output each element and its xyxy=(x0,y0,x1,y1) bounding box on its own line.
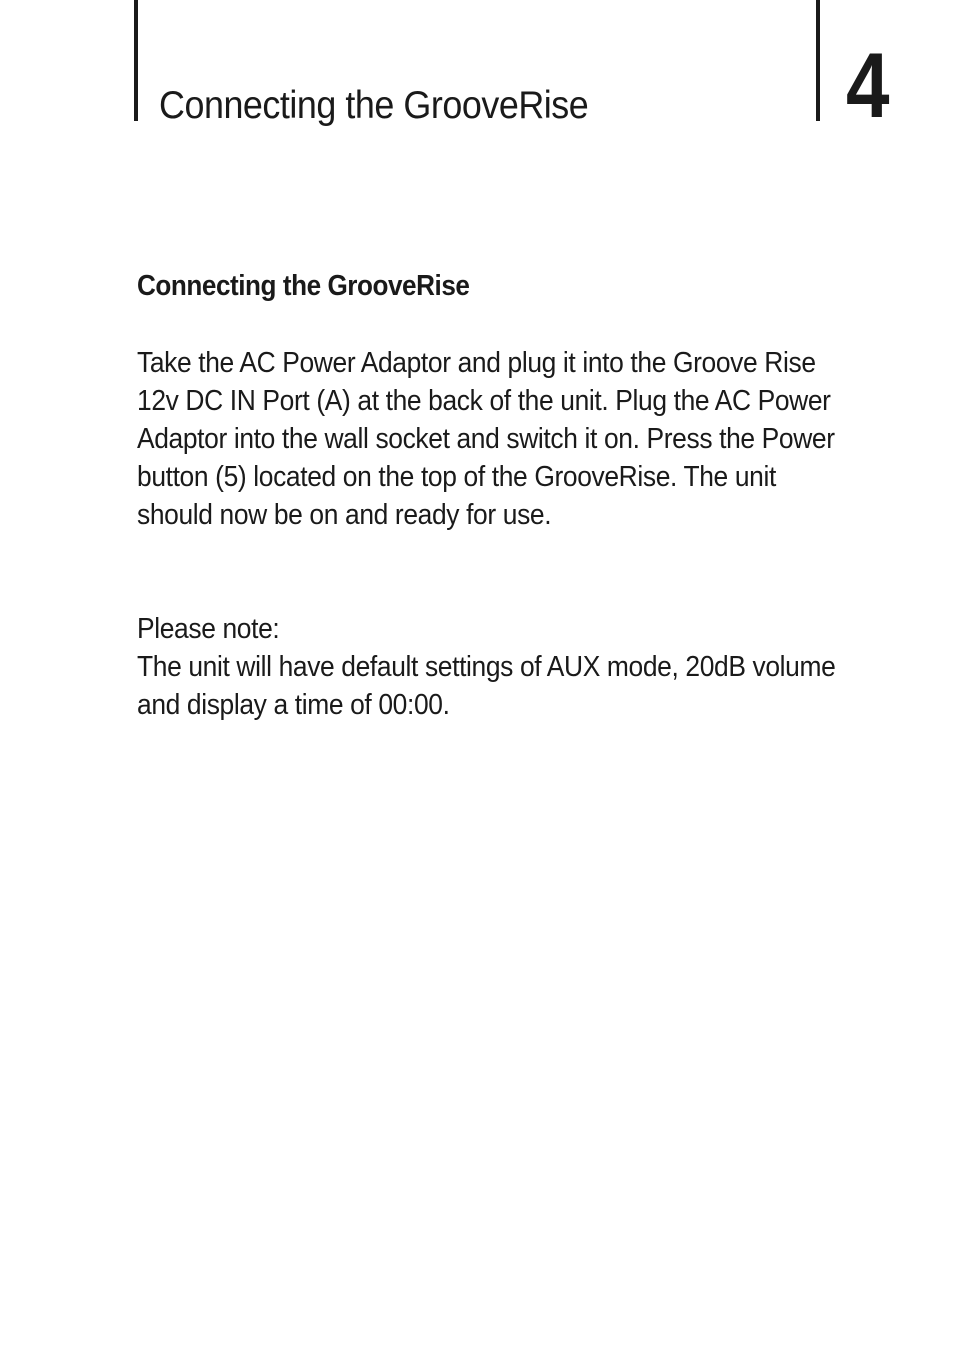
note-text: The unit will have default settings of AUX mode, 20dB volume and display a time of 00:00. xyxy=(137,651,836,721)
header-left-rule xyxy=(134,0,138,121)
note-label: Please note: xyxy=(137,613,280,645)
header-right-rule xyxy=(816,0,820,121)
section-heading: Connecting the GrooveRise xyxy=(137,270,470,302)
instructions-paragraph: Take the AC Power Adaptor and plug it into the Groove Rise 12v DC IN Port (A) at the back of the unit. Plug the AC Power Adaptor into the wall socket and switch it on. Press the Power button (5) located on the top of the GrooveRise. The unit should now be on and ready for use. xyxy=(137,347,835,531)
page-number: 4 xyxy=(846,35,890,137)
page-header-title: Connecting the GrooveRise xyxy=(159,84,589,127)
